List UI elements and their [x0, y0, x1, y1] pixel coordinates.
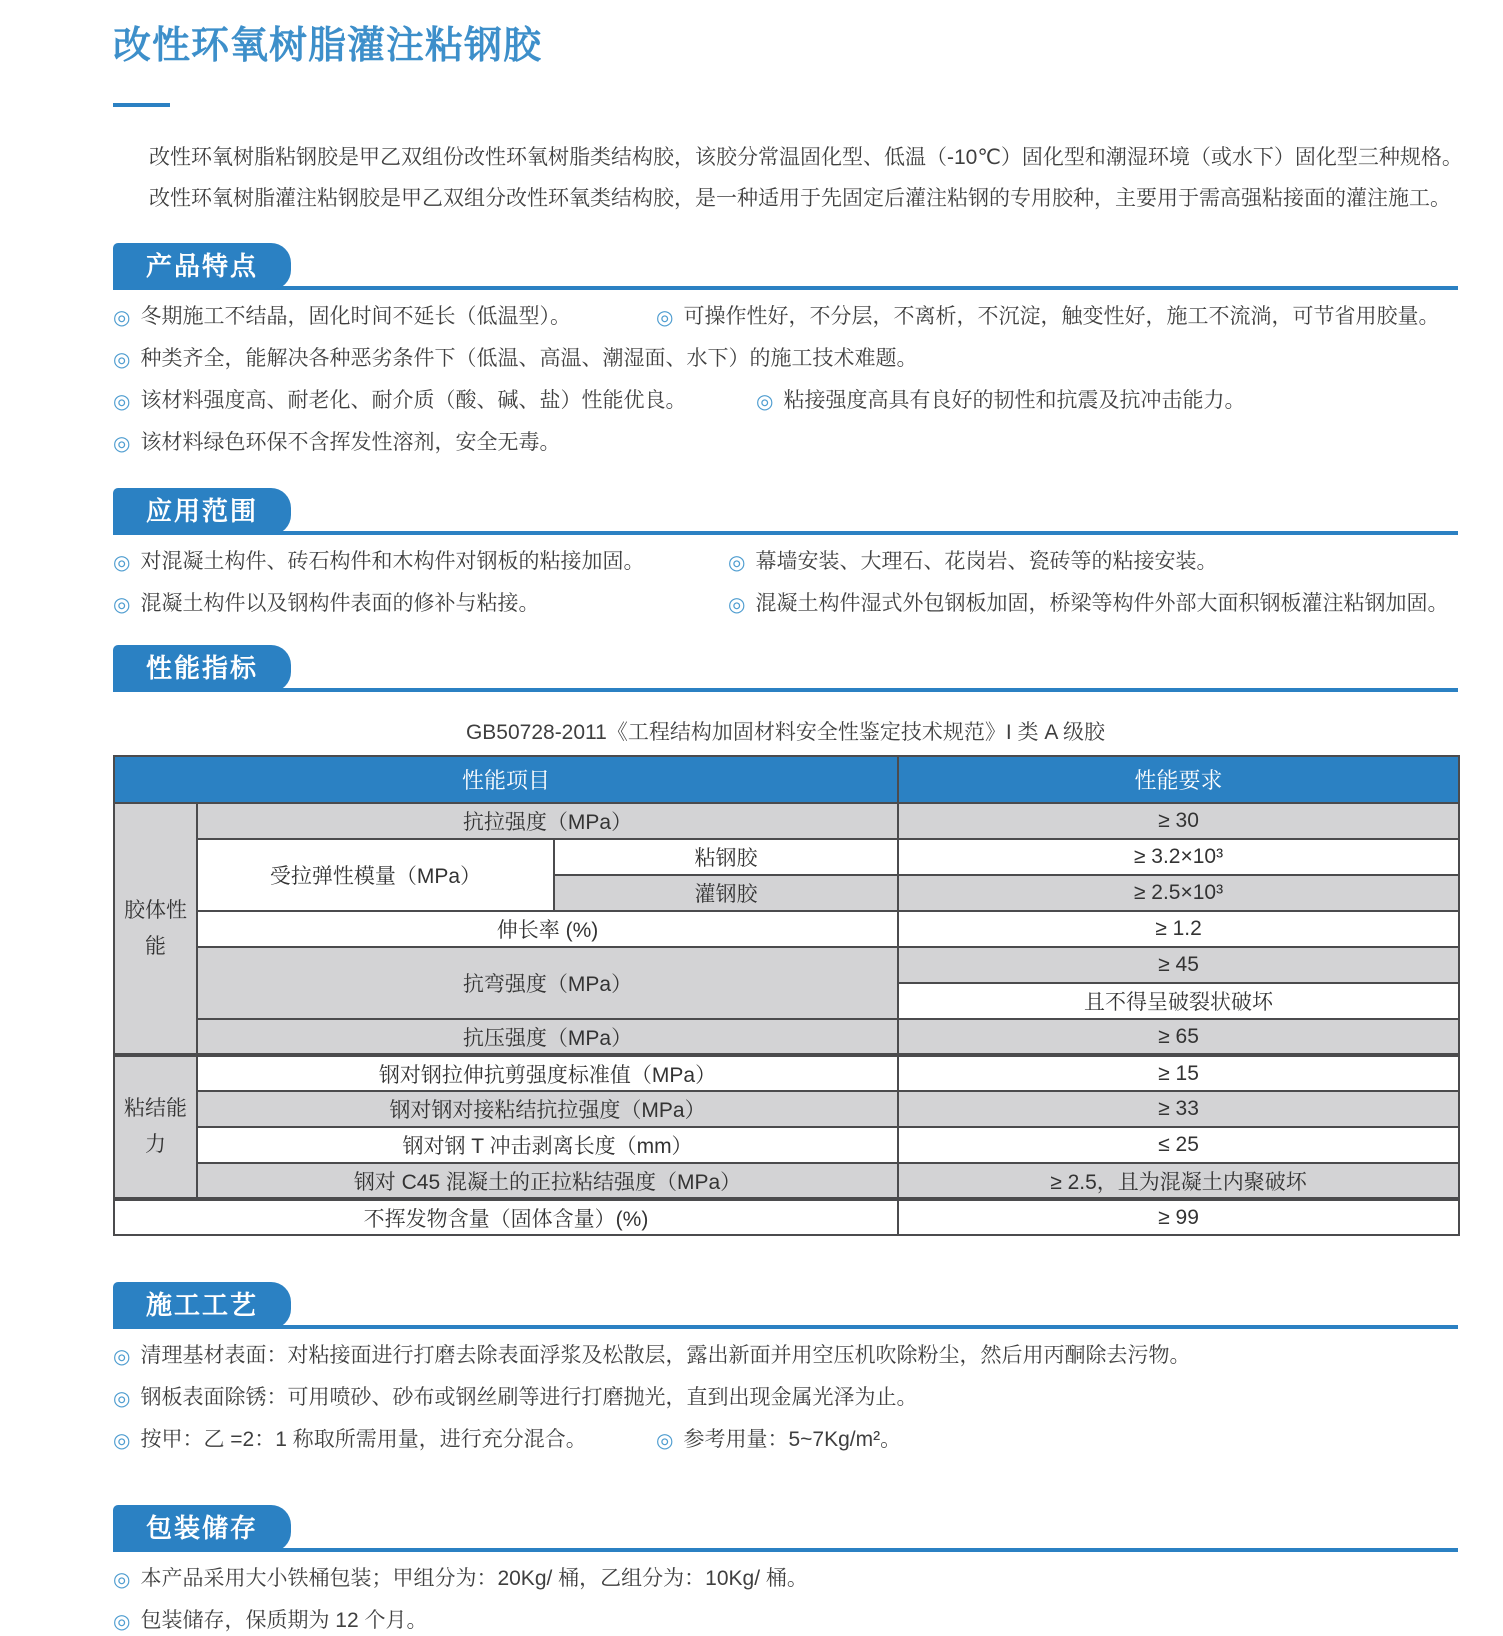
section-header-applications [113, 492, 1458, 535]
list-item-right [656, 1426, 901, 1455]
section-title: 包装储存 [145, 1513, 258, 1543]
list-item [113, 303, 1458, 332]
intro-paragraph: 改性环氧树脂粘钢胶是甲乙双组份改性环氧树脂类结构胶，该胶分常温固化型、低温（-10℃）固化型和潮湿环境（或水下）固化型三种规格。 [149, 146, 1463, 169]
list-item-right [728, 590, 1448, 619]
list-item-text: 粘接强度高具有良好的韧性和抗震及抗冲击能力。 [783, 389, 1246, 412]
list-item-text: 该材料绿色环保不含挥发性溶剂，安全无毒。 [140, 431, 561, 454]
list-item [113, 429, 1458, 458]
datasheet-page [113, 0, 1463, 1636]
table-row [114, 1019, 1459, 1055]
group-label-text: 粘结能力 [124, 1097, 187, 1156]
list-item [113, 1426, 1458, 1455]
bullet-icon: ◎ [728, 552, 746, 574]
list-item [113, 387, 1458, 416]
column-header-item: 性能项目 [114, 756, 898, 803]
list-item-text: 按甲：乙 =2：1 称取所需用量，进行充分混合。 [140, 1428, 587, 1451]
list-item [113, 590, 1458, 619]
title-underline [113, 103, 170, 107]
list-item [113, 1607, 1458, 1636]
table-caption: GB50728-2011《工程结构加固材料安全性鉴定技术规范》I 类 A 级胶 [465, 721, 1106, 744]
table-row [114, 1127, 1459, 1163]
requirement-cell: ≥ 99 [898, 1199, 1459, 1235]
applications-list [113, 548, 1458, 619]
features-list [113, 303, 1458, 458]
section-tab-packaging [113, 1505, 291, 1552]
list-item-text: 冬期施工不结晶，固化时间不延长（低温型）。 [140, 305, 571, 328]
section-header-features [113, 247, 1458, 290]
packaging-list [113, 1565, 1458, 1636]
bullet-icon: ◎ [756, 391, 774, 413]
table-row [114, 911, 1459, 947]
property-cell: 钢对钢拉伸抗剪强度标准值（MPa） [197, 1055, 898, 1091]
list-item-text: 对混凝土构件、砖石构件和木构件对钢板的粘接加固。 [140, 550, 645, 573]
section-tab-features [113, 243, 291, 290]
intro-paragraphs [113, 137, 1463, 219]
bullet-icon: ◎ [656, 307, 674, 329]
list-item [113, 1565, 1458, 1594]
section-header-performance [113, 649, 1458, 692]
property-cell: 钢对钢对接粘结抗拉强度（MPa） [197, 1091, 898, 1127]
list-item-text: 可操作性好，不分层，不离析，不沉淀，触变性好，施工不流淌，可节省用胶量。 [683, 305, 1440, 328]
sub-property-cell: 粘钢胶 [554, 839, 898, 875]
group-label-text: 胶体性能 [124, 898, 187, 958]
list-item-right [728, 548, 1217, 577]
requirement-cell: ≥ 15 [898, 1055, 1459, 1091]
property-cell: 抗压强度（MPa） [197, 1019, 898, 1055]
list-item [113, 345, 1458, 374]
property-cell: 受拉弹性模量（MPa） [197, 839, 554, 911]
requirement-cell: ≥ 45 [898, 947, 1459, 983]
list-item-text: 本产品采用大小铁桶包装；甲组分为：20Kg/ 桶，乙组分为：10Kg/ 桶。 [140, 1567, 808, 1590]
bullet-icon: ◎ [113, 349, 131, 371]
property-cell: 钢对钢 T 冲击剥离长度（mm） [197, 1127, 898, 1163]
requirement-cell: ≥ 3.2×10³ [898, 839, 1459, 875]
section-title: 产品特点 [145, 251, 258, 281]
section-title: 性能指标 [145, 653, 258, 683]
requirement-cell: ≥ 65 [898, 1019, 1459, 1055]
list-item-text: 幕墙安装、大理石、花岗岩、瓷砖等的粘接安装。 [755, 550, 1218, 573]
bullet-icon: ◎ [113, 1430, 131, 1452]
column-header-req: 性能要求 [898, 756, 1459, 803]
bullet-icon: ◎ [113, 552, 131, 574]
section-header-packaging [113, 1509, 1458, 1552]
section-header-process [113, 1286, 1458, 1329]
list-item-text: 包装储存，保质期为 12 个月。 [140, 1609, 428, 1632]
list-item-text: 清理基材表面：对粘接面进行打磨去除表面浮浆及松散层，露出新面并用空压机吹除粉尘，然后用丙酮除去污物。 [140, 1344, 1191, 1367]
list-item-text: 钢板表面除锈：可用喷砂、砂布或钢丝刷等进行打磨抛光，直到出现金属光泽为止。 [140, 1386, 918, 1409]
page-title: 改性环氧树脂灌注粘钢胶 [113, 25, 543, 67]
table-row [114, 947, 1459, 983]
intro-paragraph: 改性环氧树脂灌注粘钢胶是甲乙双组分改性环氧类结构胶，是一种适用于先固定后灌注粘钢的专用胶种，主要用于需高强粘接面的灌注施工。 [149, 187, 1451, 210]
table-row [114, 839, 1459, 875]
bullet-icon: ◎ [728, 594, 746, 616]
bullet-icon: ◎ [113, 1569, 131, 1591]
property-cell: 不挥发物含量（固体含量）(%) [114, 1199, 898, 1235]
requirement-cell: ≥ 2.5，且为混凝土内聚破坏 [898, 1163, 1459, 1199]
list-item [113, 548, 1458, 577]
property-cell: 伸长率 (%) [197, 911, 898, 947]
requirement-cell: ≤ 25 [898, 1127, 1459, 1163]
bullet-icon: ◎ [113, 1611, 131, 1633]
bullet-icon: ◎ [113, 594, 131, 616]
bullet-icon: ◎ [113, 307, 131, 329]
table-row [114, 803, 1459, 839]
performance-table [113, 755, 1460, 1236]
requirement-cell: ≥ 33 [898, 1091, 1459, 1127]
list-item-right [756, 387, 1245, 416]
requirement-cell: ≥ 2.5×10³ [898, 875, 1459, 911]
table-header-row [114, 756, 1459, 803]
list-item-text: 参考用量：5~7Kg/m²。 [683, 1428, 902, 1451]
bullet-icon: ◎ [656, 1430, 674, 1452]
property-cell: 钢对 C45 混凝土的正拉粘结强度（MPa） [197, 1163, 898, 1199]
list-item-text: 混凝土构件湿式外包钢板加固，桥梁等构件外部大面积钢板灌注粘钢加固。 [755, 592, 1449, 615]
bullet-icon: ◎ [113, 1346, 131, 1368]
list-item-text: 种类齐全，能解决各种恶劣条件下（低温、高温、潮湿面、水下）的施工技术难题。 [140, 347, 918, 370]
row-group-label [114, 803, 197, 1055]
bullet-icon: ◎ [113, 391, 131, 413]
property-cell: 抗拉强度（MPa） [197, 803, 898, 839]
list-item-text: 该材料强度高、耐老化、耐介质（酸、碱、盐）性能优良。 [140, 389, 687, 412]
list-item [113, 1384, 1458, 1413]
section-tab-applications [113, 488, 291, 535]
section-title: 施工工艺 [145, 1290, 258, 1320]
sub-property-cell: 灌钢胶 [554, 875, 898, 911]
process-list [113, 1342, 1458, 1455]
requirement-cell: 且不得呈破裂状破坏 [898, 983, 1459, 1019]
table-row [114, 1163, 1459, 1199]
table-row [114, 1055, 1459, 1091]
list-item [113, 1342, 1458, 1371]
section-tab-process [113, 1282, 291, 1329]
requirement-cell: ≥ 1.2 [898, 911, 1459, 947]
table-row [114, 1199, 1459, 1235]
table-row [114, 1091, 1459, 1127]
bullet-icon: ◎ [113, 1388, 131, 1410]
row-group-label [114, 1055, 197, 1199]
bullet-icon: ◎ [113, 433, 131, 455]
list-item-right [656, 303, 1439, 332]
list-item-text: 混凝土构件以及钢构件表面的修补与粘接。 [140, 592, 540, 615]
property-cell: 抗弯强度（MPa） [197, 947, 898, 1019]
requirement-cell: ≥ 30 [898, 803, 1459, 839]
section-title: 应用范围 [145, 496, 258, 526]
section-tab-performance [113, 645, 291, 692]
